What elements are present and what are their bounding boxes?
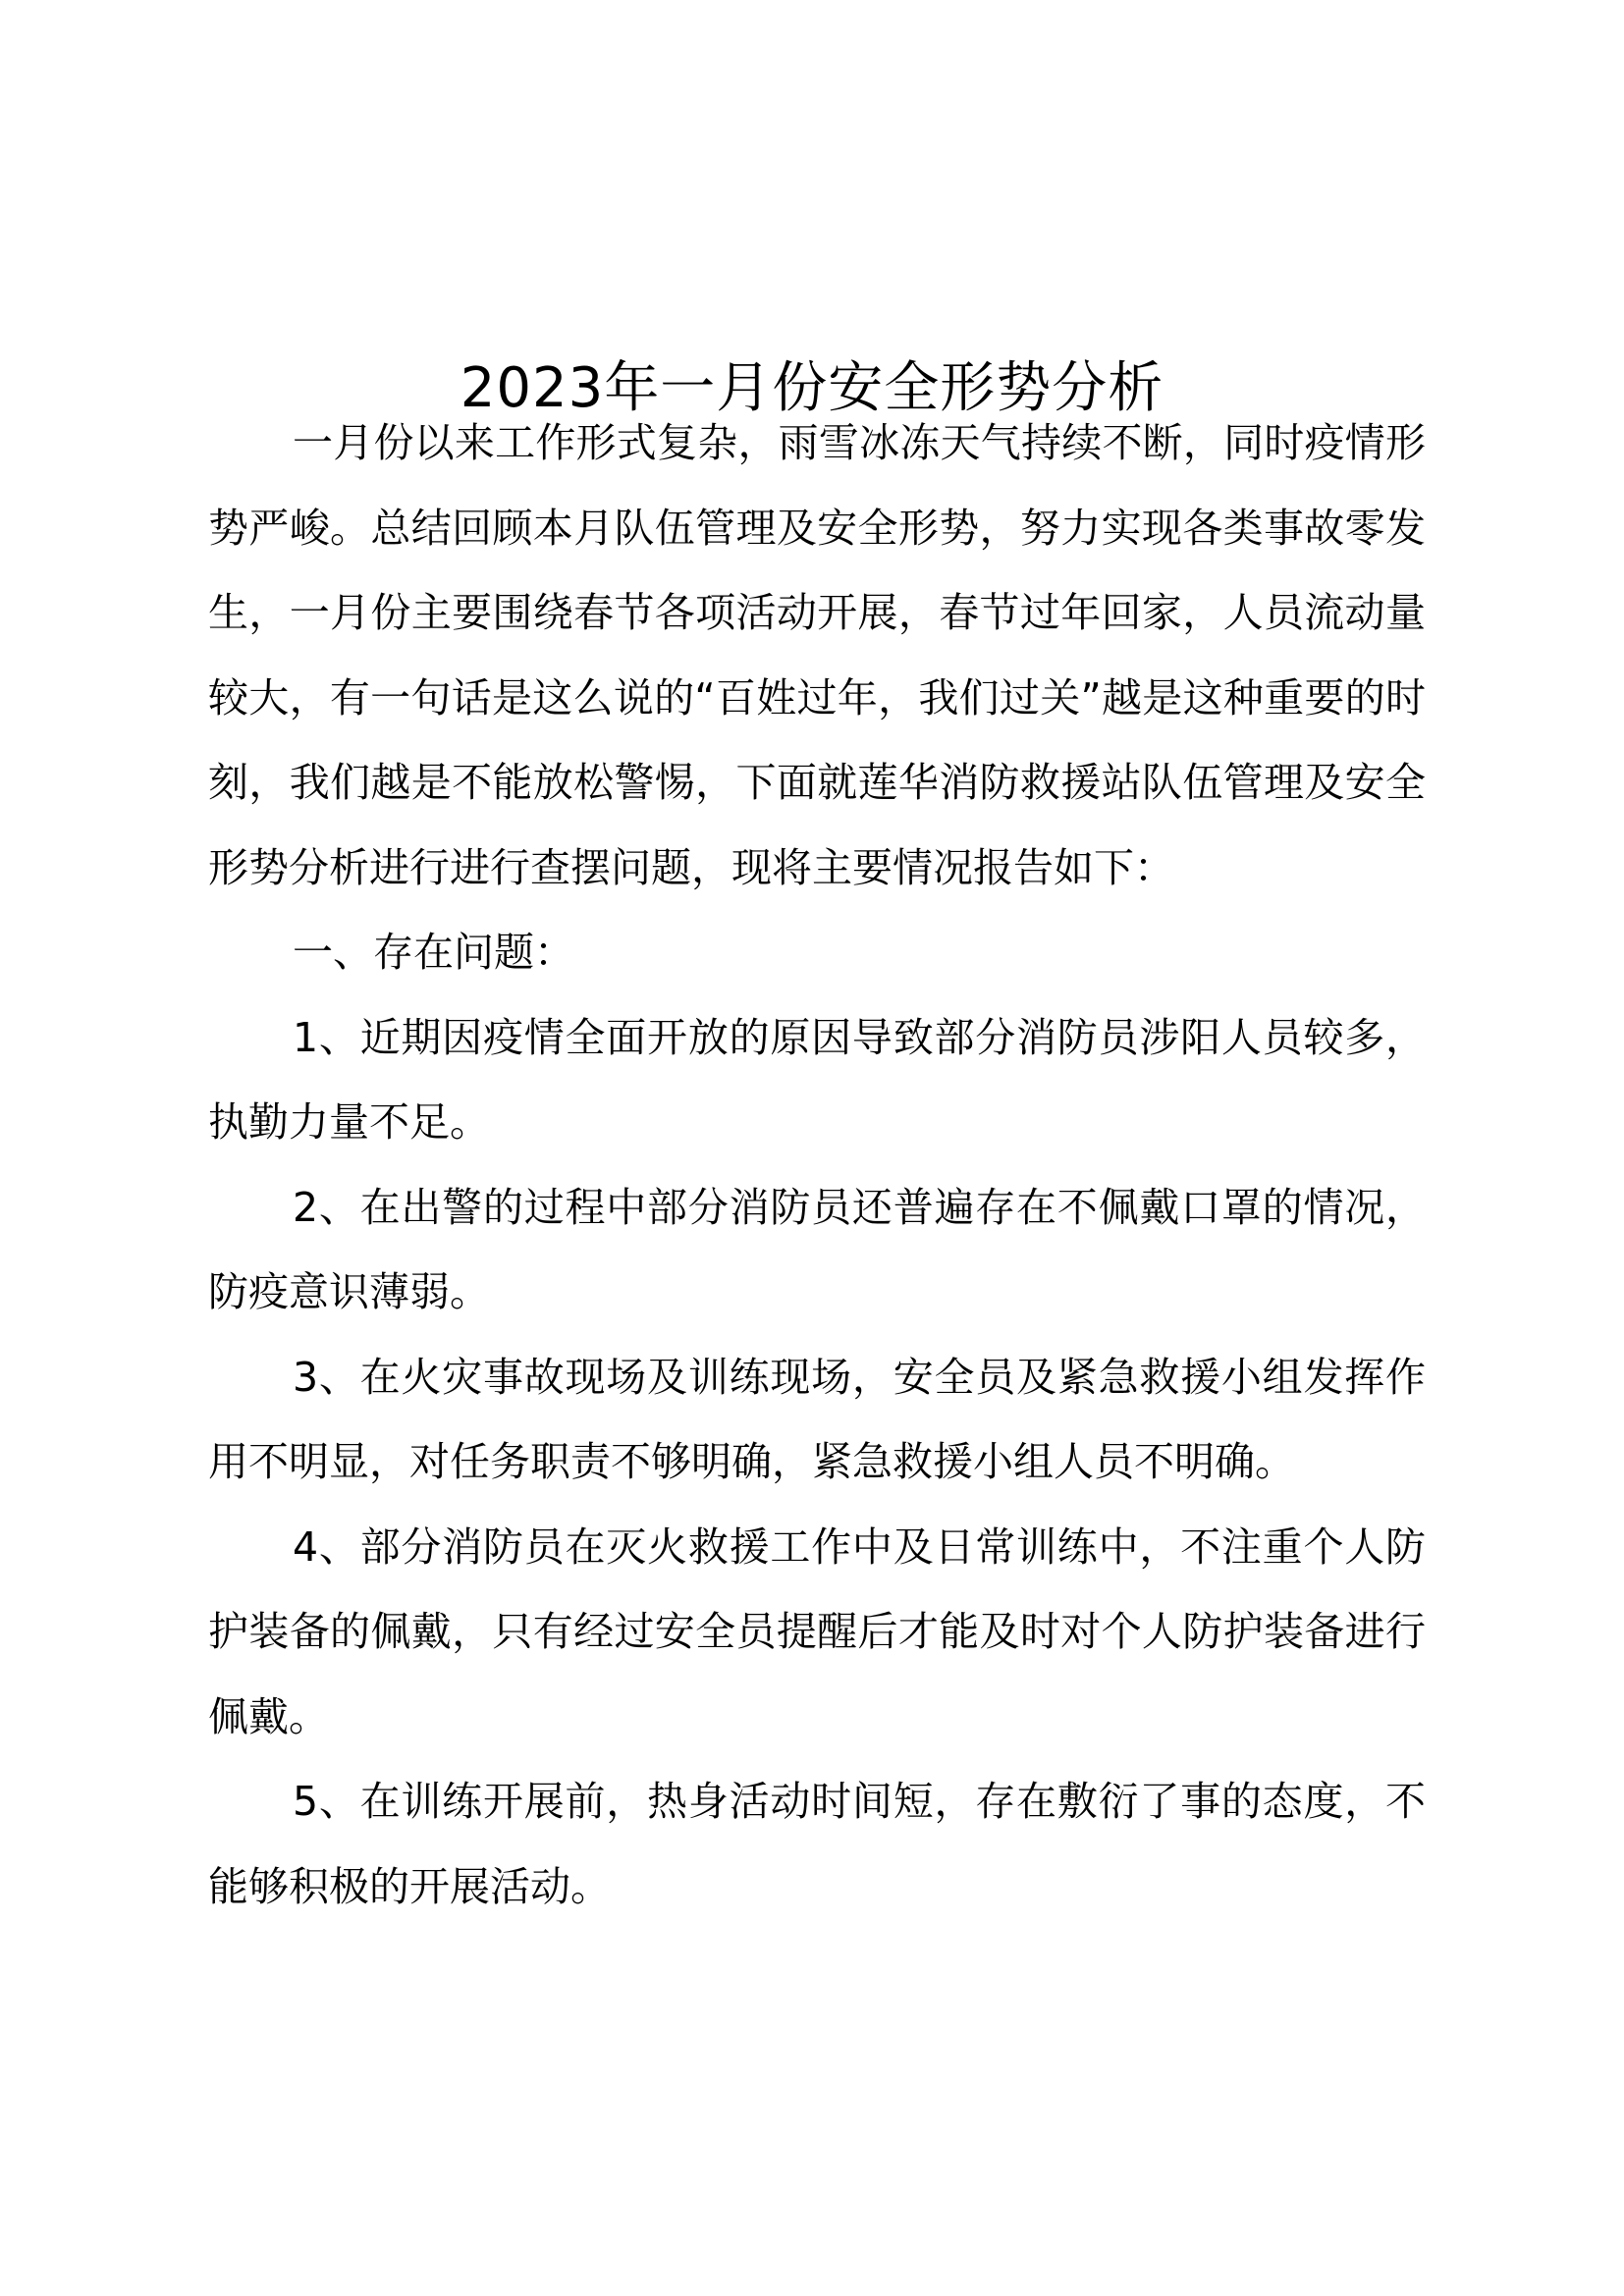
problem-item-5: 5、在训练开展前，热身活动时间短，存在敷衍了事的态度，不能够积极的开展活动。	[208, 1778, 1426, 1910]
intro-paragraph: 一月份以来工作形式复杂，雨雪冰冻天气持续不断，同时疫情形势严峻。总结回顾本月队伍管理及安全形势，努力实现各类事故零发生，一月份主要围绕春节各项活动开展，春节过年回家，人员流动量较大，有一句话是这么说的“百姓过年，我们过关”越是这种重要的时刻，我们越是不能放松警惕，下面就莲华消防救援站队伍管理及安全形势分析进行进行查摆问题，现将主要情况报告如下：	[208, 419, 1426, 891]
problem-item-4: 4、部分消防员在灭火救援工作中及日常训练中，不注重个人防护装备的佩戴，只有经过安全员提醒后才能及时对个人防护装备进行佩戴。	[208, 1522, 1426, 1740]
problem-item-2: 2、在出警的过程中部分消防员还普遍存在不佩戴口罩的情况，防疫意识薄弱。	[208, 1183, 1426, 1315]
section-heading-problems: 一、存在问题：	[293, 929, 574, 976]
problem-item-1: 1、近期因疫情全面开放的原因导致部分消防员涉阳人员较多，执勤力量不足。	[208, 1013, 1426, 1146]
document-title: 2023年一月份安全形势分析	[460, 355, 1164, 420]
problem-item-3: 3、在火灾事故现场及训练现场，安全员及紧急救援小组发挥作用不明显，对任务职责不够明确，紧急救援小组人员不明确。	[208, 1353, 1426, 1485]
document-body	[208, 400, 1426, 1929]
